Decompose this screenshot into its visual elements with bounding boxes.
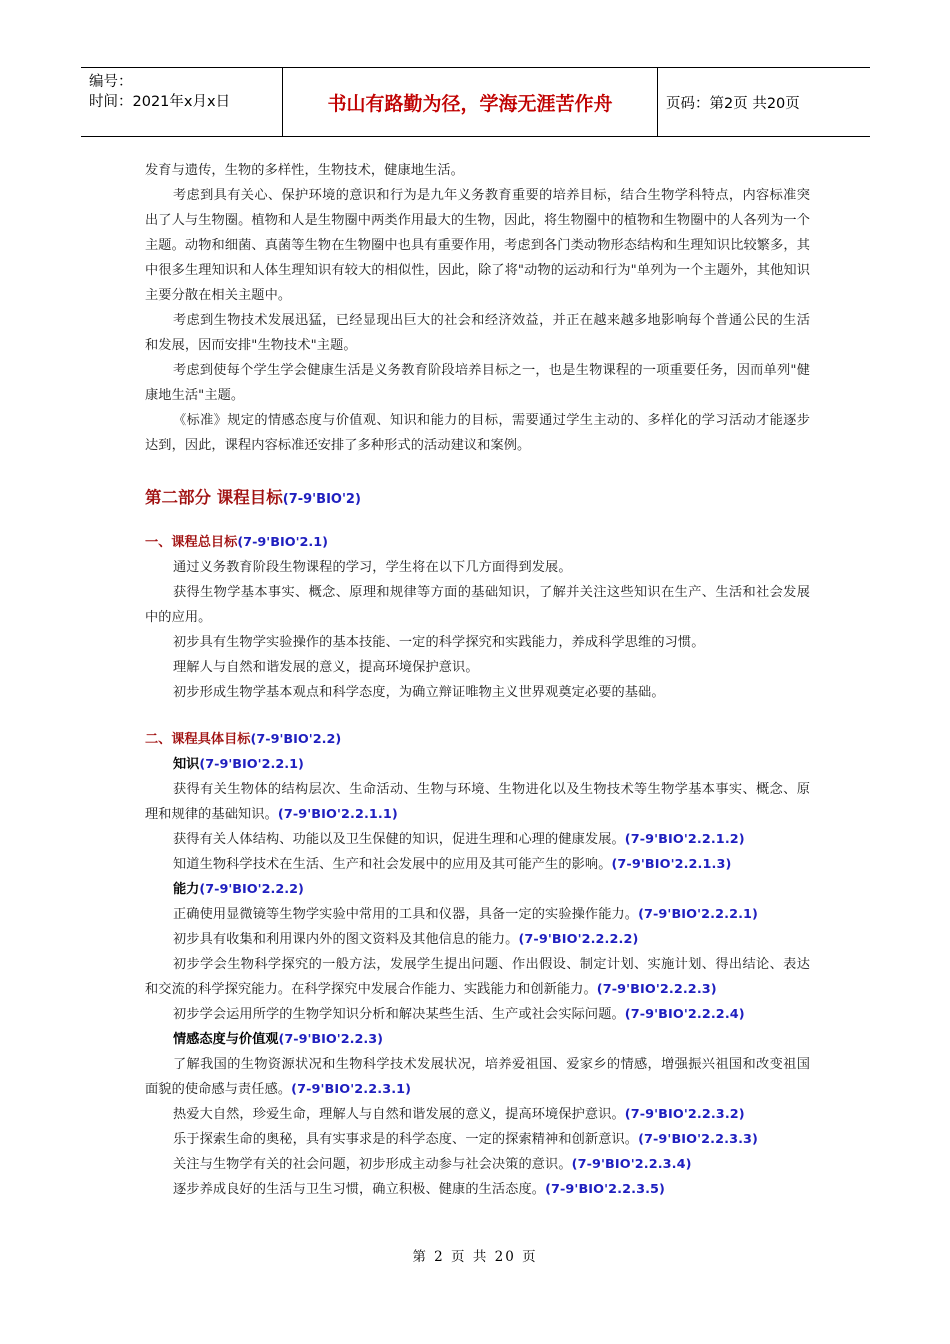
goal-code: (7-9'BIO'2.2.1.2) bbox=[624, 832, 745, 847]
goal-item bbox=[145, 1177, 810, 1202]
goal-text: 热爱大自然，珍爱生命，理解人与自然和谐发展的意义，提高环境保护意识。 bbox=[173, 1107, 625, 1122]
intro-paragraph-2: 考虑到生物技术发展迅猛，已经显现出巨大的社会和经济效益，并正在越来越多地影响每个普通公民的生活和发展，因而安排"生物技术"主题。 bbox=[145, 313, 810, 353]
goal-item bbox=[145, 1152, 810, 1177]
goal-code: (7-9'BIO'2.2.3.4) bbox=[571, 1157, 692, 1172]
intro-paragraph-3: 考虑到使每个学生学会健康生活是义务教育阶段培养目标之一，也是生物课程的一项重要任务，因而单列"健康地生活"主题。 bbox=[145, 363, 810, 403]
goal-text: 初步学会生物科学探究的一般方法，发展学生提出问题、作出假设、制定计划、实施计划、得出结论、表达和交流的科学探究能力。在科学探究中发展合作能力、实践能力和创新能力。 bbox=[145, 957, 810, 997]
part2-code: (7-9'BIO'2) bbox=[282, 492, 361, 507]
section2-heading bbox=[145, 727, 810, 752]
intro-paragraph-4: 《标准》规定的情感态度与价值观、知识和能力的目标，需要通过学生主动的、多样化的学习活动才能逐步达到，因此，课程内容标准还安排了多种形式的活动建议和案例。 bbox=[145, 413, 810, 453]
goal-code: (7-9'BIO'2.2.2.3) bbox=[596, 982, 717, 997]
goal-item bbox=[145, 902, 810, 927]
goal-code: (7-9'BIO'2.2.1.1) bbox=[277, 807, 398, 822]
goal-item bbox=[145, 827, 810, 852]
intro-paragraph-0: 发育与遗传，生物的多样性，生物技术，健康地生活。 bbox=[145, 163, 464, 178]
goal-item bbox=[145, 1052, 810, 1102]
part2-title: 第二部分 课程目标 bbox=[145, 488, 283, 507]
goal-group-title: 知识 bbox=[173, 757, 200, 772]
section1-paragraph-3: 理解人与自然和谐发展的意义，提高环境保护意识。 bbox=[173, 660, 479, 675]
goal-code: (7-9'BIO'2.2.2.4) bbox=[624, 1007, 745, 1022]
goal-text: 获得有关生物体的结构层次、生命活动、生物与环境、生物进化以及生物技术等生物学基本事实、概念、原理和规律的基础知识。 bbox=[145, 782, 810, 822]
section1-paragraph-0: 通过义务教育阶段生物课程的学习，学生将在以下几方面得到发展。 bbox=[173, 560, 572, 575]
goal-group-code: (7-9'BIO'2.2.3) bbox=[278, 1032, 383, 1047]
goal-item bbox=[145, 1002, 810, 1027]
goal-group-title: 能力 bbox=[173, 882, 200, 897]
intro-paragraph-1: 考虑到具有关心、保护环境的意识和行为是九年义务教育重要的培养目标，结合生物学科特点，内容标准突出了人与生物圈。植物和人是生物圈中两类作用最大的生物，因此，将生物圈中的植物和生物圈中的人各列为一个主题。动物和细菌、真菌等生物在生物圈中也具有重要作用，考虑到各门类动物形态结构和生理知识比较繁多，其中很多生理知识和人体生理知识有较大的相似性，因此，除了将"动物的运动和行为"单列为一个主题外，其他知识主要分散在相关主题中。 bbox=[145, 188, 810, 303]
goal-item bbox=[145, 852, 810, 877]
section2-code: (7-9'BIO'2.2) bbox=[250, 732, 342, 747]
goal-group-ability-heading bbox=[145, 877, 810, 902]
goal-text: 了解我国的生物资源状况和生物科学技术发展状况，培养爱祖国、爱家乡的情感，增强振兴祖国和改变祖国面貌的使命感与责任感。 bbox=[145, 1057, 810, 1097]
goal-item bbox=[145, 927, 810, 952]
goal-text: 逐步养成良好的生活与卫生习惯，确立积极、健康的生活态度。 bbox=[173, 1182, 546, 1197]
goal-item bbox=[145, 777, 810, 827]
goal-group-attitude-heading bbox=[145, 1027, 810, 1052]
page-header bbox=[81, 67, 870, 137]
section1-paragraph-4: 初步形成生物学基本观点和科学态度，为确立辩证唯物主义世界观奠定必要的基础。 bbox=[173, 685, 665, 700]
section1-title: 一、课程总目标 bbox=[145, 535, 238, 550]
document-number: 编号： bbox=[89, 74, 133, 90]
part2-heading bbox=[145, 486, 810, 512]
goal-code: (7-9'BIO'2.2.3.3) bbox=[638, 1132, 759, 1147]
document-body bbox=[145, 158, 810, 1202]
goal-code: (7-9'BIO'2.2.3.1) bbox=[291, 1082, 412, 1097]
goal-item bbox=[145, 1127, 810, 1152]
goal-group-title: 情感态度与价值观 bbox=[173, 1032, 279, 1047]
goal-item bbox=[145, 1102, 810, 1127]
section1-heading bbox=[145, 530, 810, 555]
goal-text: 关注与生物学有关的社会问题，初步形成主动参与社会决策的意识。 bbox=[173, 1157, 572, 1172]
goal-group-code: (7-9'BIO'2.2.2) bbox=[199, 882, 304, 897]
header-motto: 书山有路勤为径，学海无涯苦作舟 bbox=[283, 68, 658, 136]
document-date: 时间：2021年x月x日 bbox=[89, 94, 231, 110]
goal-group-knowledge-heading bbox=[145, 752, 810, 777]
section1-paragraph-2: 初步具有生物学实验操作的基本技能、一定的科学探究和实践能力，养成科学思维的习惯。 bbox=[173, 635, 705, 650]
section1-code: (7-9'BIO'2.1) bbox=[237, 535, 329, 550]
goal-group-code: (7-9'BIO'2.2.1) bbox=[199, 757, 304, 772]
goal-text: 乐于探索生命的奥秘，具有实事求是的科学态度、一定的探索精神和创新意识。 bbox=[173, 1132, 639, 1147]
goal-code: (7-9'BIO'2.2.2.2) bbox=[518, 932, 639, 947]
goal-item bbox=[145, 952, 810, 1002]
goal-code: (7-9'BIO'2.2.3.5) bbox=[545, 1182, 666, 1197]
goal-code: (7-9'BIO'2.2.1.3) bbox=[611, 857, 732, 872]
goal-text: 初步具有收集和利用课内外的图文资料及其他信息的能力。 bbox=[173, 932, 519, 947]
section2-title: 二、课程具体目标 bbox=[145, 732, 251, 747]
goal-text: 知道生物科学技术在生活、生产和社会发展中的应用及其可能产生的影响。 bbox=[173, 857, 612, 872]
section1-paragraph-1: 获得生物学基本事实、概念、原理和规律等方面的基础知识，了解并关注这些知识在生产、生活和社会发展中的应用。 bbox=[145, 585, 810, 625]
goal-text: 初步学会运用所学的生物学知识分析和解决某些生活、生产或社会实际问题。 bbox=[173, 1007, 625, 1022]
goal-code: (7-9'BIO'2.2.2.1) bbox=[638, 907, 759, 922]
goal-code: (7-9'BIO'2.2.3.2) bbox=[624, 1107, 745, 1122]
page-footer: 第 2 页 共 20 页 bbox=[412, 1249, 538, 1265]
header-page-number: 页码：第2页 共20页 bbox=[666, 95, 800, 112]
goal-text: 获得有关人体结构、功能以及卫生保健的知识，促进生理和心理的健康发展。 bbox=[173, 832, 625, 847]
header-meta bbox=[81, 68, 283, 136]
goal-text: 正确使用显微镜等生物学实验中常用的工具和仪器，具备一定的实验操作能力。 bbox=[173, 907, 639, 922]
